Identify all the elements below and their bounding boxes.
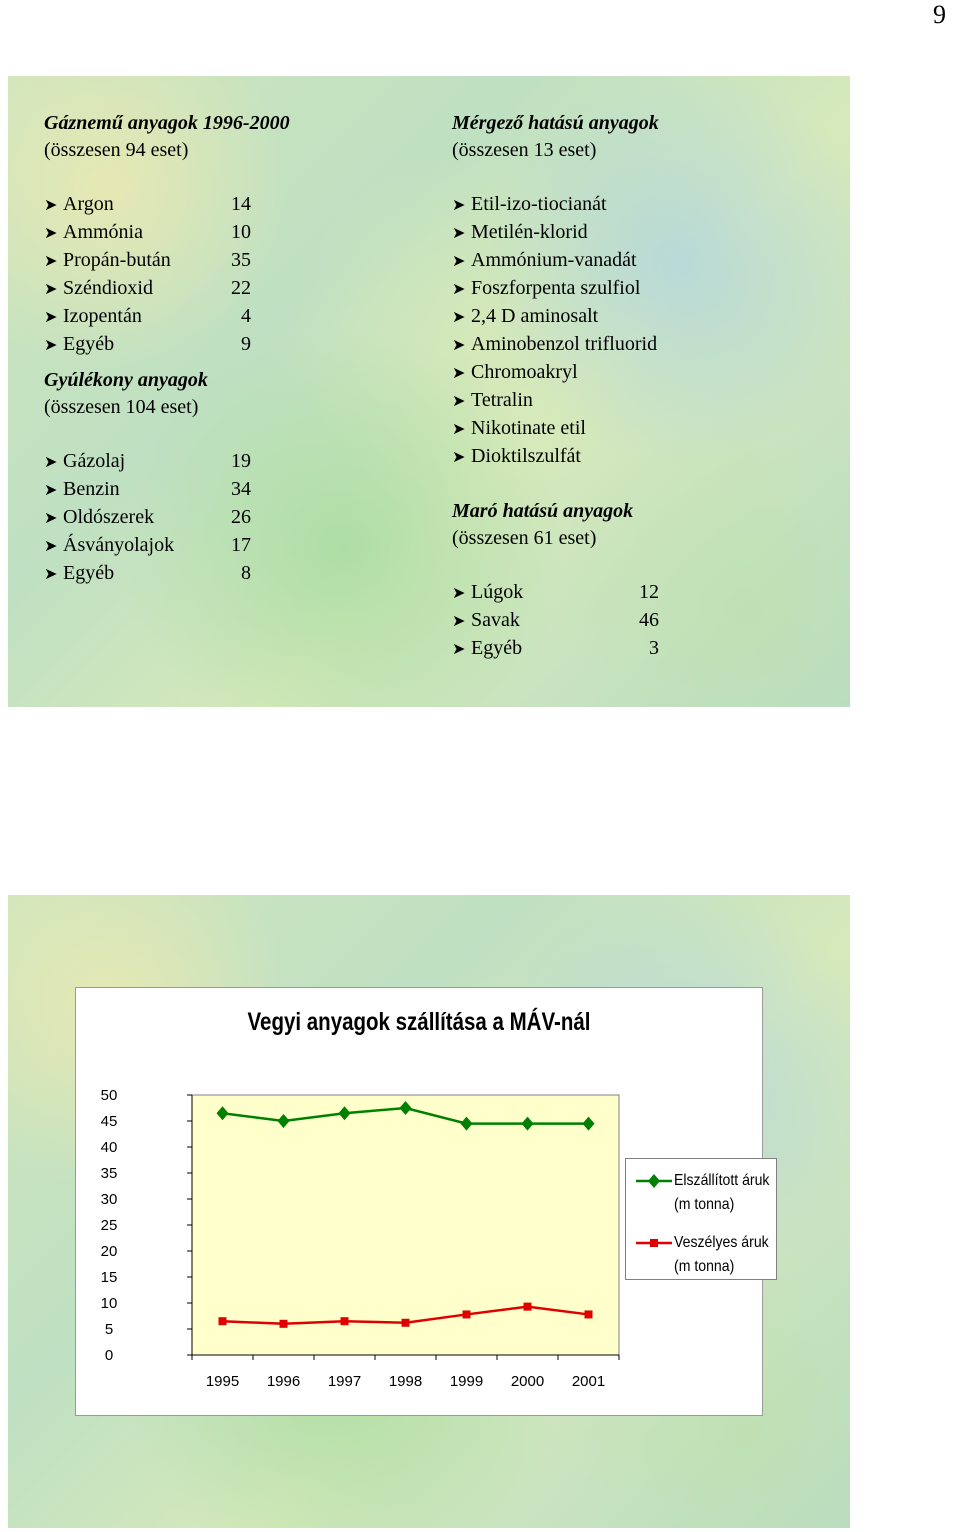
item-count: 14	[231, 193, 251, 215]
list-item	[452, 635, 832, 663]
page-number: 9	[933, 0, 946, 29]
list-item	[452, 607, 832, 635]
x-tick-label: 1999	[449, 1373, 484, 1390]
list-item	[44, 219, 304, 247]
y-tick-label: 5	[104, 1321, 114, 1338]
arrow-bullet-icon: ➤	[452, 641, 466, 658]
item-count: 35	[231, 249, 251, 271]
item-count: 8	[241, 562, 251, 584]
legend-label-line: (m tonna)	[674, 1258, 735, 1275]
item-label: Propán-bután	[63, 249, 171, 271]
list-item	[452, 275, 832, 303]
data-point-square	[341, 1317, 349, 1325]
data-point-square	[585, 1310, 593, 1318]
legend-swatch	[634, 1231, 674, 1251]
flammable-heading: Gyúlékony anyagok	[44, 369, 208, 391]
item-label: Chromoakryl	[471, 361, 578, 383]
list-item	[44, 303, 304, 331]
item-label: Ásványolajok	[63, 534, 175, 556]
legend-label-line: Elszállított áruk	[674, 1172, 770, 1189]
item-count: 10	[231, 221, 251, 243]
item-label: Argon	[63, 193, 114, 215]
y-tick-label: 20	[100, 1243, 118, 1260]
arrow-bullet-icon: ➤	[452, 613, 466, 630]
list-item	[44, 532, 304, 560]
arrow-bullet-icon: ➤	[44, 225, 58, 242]
legend-label-line: Veszélyes áruk	[674, 1234, 769, 1251]
item-count: 46	[639, 609, 659, 631]
arrow-bullet-icon: ➤	[44, 482, 58, 499]
corrosive-heading: Maró hatású anyagok	[452, 500, 634, 522]
legend-marker	[634, 1231, 674, 1251]
list-item	[452, 387, 832, 415]
arrow-bullet-icon: ➤	[452, 365, 466, 382]
plot-area	[192, 1095, 619, 1355]
item-label: Metilén-klorid	[471, 221, 588, 243]
list-item	[44, 247, 304, 275]
list-item	[44, 560, 304, 588]
arrow-bullet-icon: ➤	[44, 253, 58, 270]
item-count: 34	[231, 478, 251, 500]
arrow-bullet-icon: ➤	[44, 337, 58, 354]
item-label: Lúgok	[471, 581, 524, 603]
legend-label	[674, 1231, 769, 1279]
item-count: 17	[231, 534, 251, 556]
item-count: 12	[639, 581, 659, 603]
list-item	[452, 415, 832, 443]
item-label: Nikotinate etil	[471, 417, 586, 439]
legend-label	[674, 1169, 769, 1217]
item-label: Egyéb	[63, 333, 115, 355]
flammable-list	[44, 448, 304, 588]
item-count: 9	[241, 333, 251, 355]
gas-heading: Gáznemű anyagok 1996-2000	[44, 112, 290, 134]
y-tick-label: 10	[100, 1295, 118, 1312]
gas-list	[44, 191, 304, 359]
item-label: Izopentán	[63, 305, 142, 327]
y-tick-label: 35	[100, 1165, 118, 1182]
list-item	[452, 191, 832, 219]
x-tick-label: 1997	[327, 1373, 362, 1390]
chart-legend	[625, 1158, 777, 1280]
item-label: Etil-izo-tiocianát	[471, 193, 607, 215]
arrow-bullet-icon: ➤	[452, 225, 466, 242]
arrow-bullet-icon: ➤	[44, 510, 58, 527]
item-label: Egyéb	[471, 637, 523, 659]
toxic-subheading: (összesen 13 eset)	[452, 139, 597, 161]
list-item	[44, 275, 304, 303]
arrow-bullet-icon: ➤	[452, 449, 466, 466]
item-label: 2,4 D aminosalt	[471, 305, 599, 327]
list-item	[44, 504, 304, 532]
list-item	[452, 303, 832, 331]
item-label: Gázolaj	[63, 450, 126, 472]
flammable-subheading: (összesen 104 eset)	[44, 396, 199, 418]
corrosive-subheading: (összesen 61 eset)	[452, 527, 597, 549]
item-label: Dioktilszulfát	[471, 445, 581, 467]
left-column	[44, 110, 304, 588]
arrow-bullet-icon: ➤	[44, 454, 58, 471]
data-point-square	[463, 1310, 471, 1318]
list-item	[452, 331, 832, 359]
slide-chart	[8, 895, 850, 1528]
arrow-bullet-icon: ➤	[44, 538, 58, 555]
item-label: Ammónia	[63, 221, 143, 243]
legend-swatch	[634, 1169, 674, 1189]
item-count: 19	[231, 450, 251, 472]
arrow-bullet-icon: ➤	[452, 309, 466, 326]
arrow-bullet-icon: ➤	[44, 309, 58, 326]
list-item	[452, 247, 832, 275]
data-point-square	[402, 1319, 410, 1327]
list-item	[44, 191, 304, 219]
item-label: Ammónium-vanadát	[471, 249, 637, 271]
y-tick-label: 25	[100, 1217, 118, 1234]
arrow-bullet-icon: ➤	[44, 197, 58, 214]
arrow-bullet-icon: ➤	[452, 421, 466, 438]
toxic-list	[452, 191, 832, 471]
corrosive-list	[452, 579, 832, 663]
y-tick-label: 0	[104, 1347, 114, 1364]
list-item	[44, 448, 304, 476]
data-point-square	[524, 1303, 532, 1311]
item-label: Oldószerek	[63, 506, 155, 528]
list-item	[452, 219, 832, 247]
arrow-bullet-icon: ➤	[44, 566, 58, 583]
y-tick-label: 40	[100, 1139, 118, 1156]
item-label: Tetralin	[471, 389, 533, 411]
item-label: Egyéb	[63, 562, 115, 584]
legend-entry	[634, 1231, 782, 1279]
item-label: Aminobenzol trifluorid	[471, 333, 658, 355]
chart-title: Vegyi anyagok szállítása a MÁV-nál	[247, 1008, 591, 1036]
legend-marker	[634, 1169, 674, 1189]
data-point-square	[219, 1317, 227, 1325]
x-tick-label: 2000	[510, 1373, 545, 1390]
arrow-bullet-icon: ➤	[44, 281, 58, 298]
item-label: Széndioxid	[63, 277, 153, 299]
data-point-square	[280, 1320, 288, 1328]
arrow-bullet-icon: ➤	[452, 585, 466, 602]
arrow-bullet-icon: ➤	[452, 253, 466, 270]
item-label: Foszforpenta szulfiol	[471, 277, 641, 299]
chart-frame	[75, 987, 770, 1416]
x-tick-label: 1995	[205, 1373, 240, 1390]
list-item	[452, 443, 832, 471]
y-tick-label: 15	[100, 1269, 118, 1286]
x-tick-label: 1998	[388, 1373, 423, 1390]
y-tick-label: 45	[100, 1113, 118, 1130]
legend-entry	[634, 1169, 782, 1217]
x-tick-label: 1996	[266, 1373, 301, 1390]
list-item	[44, 476, 304, 504]
arrow-bullet-icon: ➤	[452, 337, 466, 354]
gas-subheading: (összesen 94 eset)	[44, 139, 189, 161]
slide-hazmat-categories	[8, 76, 850, 707]
item-count: 26	[231, 506, 251, 528]
list-item	[452, 359, 832, 387]
toxic-heading: Mérgező hatású anyagok	[452, 112, 659, 134]
right-column	[452, 110, 832, 663]
arrow-bullet-icon: ➤	[452, 197, 466, 214]
list-item	[44, 331, 304, 359]
item-label: Savak	[471, 609, 520, 631]
item-count: 3	[649, 637, 659, 659]
arrow-bullet-icon: ➤	[452, 393, 466, 410]
x-tick-label: 2001	[571, 1373, 606, 1390]
item-label: Benzin	[63, 478, 120, 500]
y-tick-label: 50	[100, 1087, 118, 1104]
item-count: 4	[241, 305, 251, 327]
legend-label-line: (m tonna)	[674, 1196, 735, 1213]
arrow-bullet-icon: ➤	[452, 281, 466, 298]
y-tick-label: 30	[100, 1191, 118, 1208]
list-item	[452, 579, 832, 607]
item-count: 22	[231, 277, 251, 299]
